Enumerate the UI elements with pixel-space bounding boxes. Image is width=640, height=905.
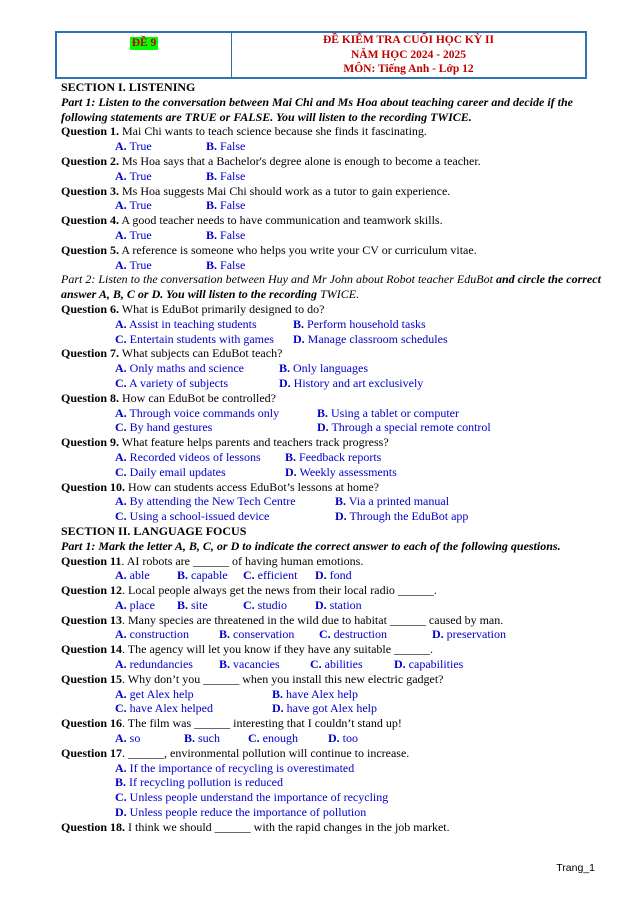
answer-option[interactable] (272, 687, 358, 702)
option-letter: B. (115, 775, 127, 790)
option-letter: C. (115, 509, 127, 524)
answer-option[interactable] (115, 687, 272, 702)
option-letter: D. (317, 420, 329, 435)
question-number: Question 15 (61, 671, 123, 686)
option-text: station (326, 597, 362, 612)
option-letter: B. (206, 168, 218, 183)
option-letter: A. (115, 227, 127, 242)
question-text: Ms Hoa suggests Mai Chi should work as a tutor to gain experience. (119, 183, 451, 198)
question-stem (61, 154, 606, 169)
option-text: Through voice commands only (126, 405, 280, 420)
question-number: Question 8. (61, 390, 120, 405)
option-text: By hand gestures (126, 420, 213, 435)
answer-option[interactable] (317, 406, 459, 421)
answer-option[interactable] (293, 317, 426, 332)
answer-option[interactable] (206, 258, 245, 273)
answer-option[interactable] (115, 509, 335, 524)
answer-option[interactable] (177, 598, 243, 613)
answer-option[interactable] (177, 568, 243, 583)
option-letter: C. (310, 657, 322, 672)
question-stem (61, 302, 606, 317)
option-text: capable (188, 568, 228, 583)
question-stem (61, 480, 606, 495)
question-stem (61, 243, 606, 258)
options-row (61, 139, 606, 154)
answer-option[interactable] (115, 494, 335, 509)
option-letter: D. (335, 509, 347, 524)
options-row (61, 228, 606, 243)
option-text: have Alex helped (126, 701, 213, 716)
question-number: Question 18. (61, 819, 126, 834)
option-text: enough (259, 731, 298, 746)
question-stem (61, 184, 606, 199)
answer-option[interactable] (115, 761, 354, 776)
option-text: False (217, 168, 246, 183)
options-row (61, 361, 606, 376)
part-instruction (61, 272, 606, 302)
answer-option[interactable] (184, 731, 248, 746)
option-text: Manage classroom schedules (304, 331, 448, 346)
answer-option[interactable] (285, 465, 397, 480)
option-text: False (217, 198, 246, 213)
question-text: What is EduBot primarily designed to do? (119, 301, 325, 316)
answer-option[interactable] (317, 420, 491, 435)
question-text: . Why don’t you ______ when you install this new electric gadget? (122, 671, 444, 686)
option-text: False (217, 257, 246, 272)
option-letter: D. (315, 568, 327, 583)
question-stem (61, 820, 606, 835)
question-stem (61, 391, 606, 406)
question-number: Question 13 (61, 612, 123, 627)
option-letter: A. (115, 686, 127, 701)
options-row (61, 376, 606, 391)
answer-option[interactable] (115, 317, 293, 332)
question-number: Question 17 (61, 745, 123, 760)
answer-option[interactable] (432, 627, 506, 642)
answer-option[interactable] (115, 228, 206, 243)
option-letter: C. (115, 420, 127, 435)
question-group (61, 554, 606, 835)
question-number: Question 7. (61, 346, 120, 361)
exam-header-table (55, 31, 587, 79)
option-letter: B. (206, 257, 218, 272)
question-number: Question 4. (61, 213, 120, 228)
option-text: Feedback reports (296, 449, 382, 464)
options-row (61, 657, 606, 672)
option-text: A variety of subjects (126, 375, 228, 390)
options-row (61, 731, 606, 746)
answer-option[interactable] (115, 361, 279, 376)
question-text: Ms Hoa says that a Bachelor's degree alone is enough to become a teacher. (119, 153, 481, 168)
question-number: Question 14 (61, 642, 123, 657)
answer-option[interactable] (315, 598, 362, 613)
question-number: Question 12 (61, 583, 123, 598)
option-text: History and art exclusively (290, 375, 424, 390)
option-letter: B. (206, 227, 218, 242)
option-text: Only languages (290, 361, 368, 376)
answer-option[interactable] (115, 731, 184, 746)
option-text: able (126, 568, 150, 583)
options-row (61, 761, 606, 776)
part-instruction: Part 1: Mark the letter A, B, C, or D to indicate the correct answer to each of the following questions. (61, 538, 561, 553)
options-row (61, 317, 606, 332)
option-text: Unless people understand the importance of recycling (126, 790, 389, 805)
option-letter: A. (115, 760, 127, 775)
option-letter: A. (115, 597, 127, 612)
question-text: What subjects can EduBot teach? (119, 346, 283, 361)
question-stem (61, 346, 606, 361)
answer-option[interactable] (394, 657, 463, 672)
answer-option[interactable] (285, 450, 381, 465)
option-letter: C. (115, 464, 127, 479)
option-text: efficient (254, 568, 298, 583)
option-text: preservation (443, 627, 506, 642)
option-letter: A. (115, 405, 127, 420)
option-letter: D. (432, 627, 444, 642)
option-text: redundancies (126, 657, 193, 672)
option-letter: C. (243, 568, 255, 583)
options-row (61, 509, 606, 524)
question-number: Question 5. (61, 242, 120, 257)
option-letter: D. (394, 657, 406, 672)
question-stem (61, 613, 606, 628)
answer-option[interactable] (335, 494, 449, 509)
option-letter: B. (272, 686, 284, 701)
answer-option[interactable] (115, 198, 206, 213)
option-text: fond (326, 568, 352, 583)
option-letter: C. (248, 731, 260, 746)
answer-option[interactable] (315, 568, 352, 583)
option-text: abilities (321, 657, 363, 672)
option-letter: B. (177, 568, 189, 583)
options-row (61, 568, 606, 583)
question-text: . ______, environmental pollution will continue to increase. (122, 745, 410, 760)
options-row (61, 687, 606, 702)
answer-option[interactable] (115, 701, 272, 716)
answer-option[interactable] (115, 568, 177, 583)
options-row (61, 169, 606, 184)
answer-option[interactable] (115, 627, 219, 642)
option-letter: A. (115, 731, 127, 746)
option-letter: A. (115, 627, 127, 642)
option-letter: B. (184, 731, 196, 746)
option-text: so (126, 731, 141, 746)
option-letter: D. (272, 701, 284, 716)
option-text: place (126, 597, 155, 612)
option-text: If recycling pollution is reduced (126, 775, 283, 790)
question-number: Question 3. (61, 183, 120, 198)
option-letter: A. (115, 316, 127, 331)
question-text: . Many species are threatened in the wild due to habitat ______ caused by man. (122, 612, 504, 627)
option-letter: A. (115, 449, 127, 464)
answer-option[interactable] (319, 627, 432, 642)
part-instruction: Part 1: Listen to the conversation between Mai Chi and Ms Hoa about teaching career and decide if the following statements are TRUE or FALSE. You will listen to the recording TWICE. (61, 94, 573, 124)
answer-option[interactable] (115, 332, 293, 347)
option-letter: C. (115, 701, 127, 716)
question-number: Question 10. (61, 479, 126, 494)
option-letter: D. (279, 375, 291, 390)
question-text: A good teacher needs to have communication and teamwork skills. (119, 213, 443, 228)
option-letter: D. (315, 597, 327, 612)
instruction-text: Part 2: Listen to the conversation between Huy and Mr John about Robot teacher EduBot (61, 272, 496, 287)
answer-option[interactable] (115, 406, 317, 421)
option-text: Using a tablet or computer (328, 405, 459, 420)
option-text: By attending the New Tech Centre (126, 494, 296, 509)
option-text: Unless people reduce the importance of pollution (126, 805, 367, 820)
answer-option[interactable] (115, 775, 283, 790)
option-text: studio (254, 597, 288, 612)
option-text: Weekly assessments (296, 464, 397, 479)
exam-title-cell (232, 33, 585, 77)
question-text: . The film was ______ interesting that I couldn’t stand up! (122, 716, 402, 731)
page-number: Trang_1 (556, 862, 595, 874)
option-text: Through the EduBot app (346, 509, 469, 524)
question-number: Question 6. (61, 301, 120, 316)
answer-option[interactable] (206, 139, 245, 154)
option-text: True (126, 168, 152, 183)
question-stem (61, 716, 606, 731)
answer-option[interactable] (206, 169, 245, 184)
answer-option[interactable] (219, 657, 310, 672)
option-text: False (217, 139, 246, 154)
option-letter: A. (115, 139, 127, 154)
option-text: True (126, 227, 152, 242)
question-number: Question 11 (61, 553, 122, 568)
answer-option[interactable] (279, 376, 423, 391)
answer-option[interactable] (279, 361, 368, 376)
question-text: A reference is someone who helps you write your CV or curriculum vitae. (119, 242, 477, 257)
option-letter: B. (177, 597, 189, 612)
question-text: . The agency will let you know if they have any suitable ______. (122, 642, 434, 657)
question-text: . AI robots are ______ of having human emotions. (121, 553, 364, 568)
options-row (61, 494, 606, 509)
question-stem (61, 435, 606, 450)
option-text: Daily email updates (126, 464, 226, 479)
option-text: If the importance of recycling is overestimated (126, 760, 355, 775)
answer-option[interactable] (293, 332, 448, 347)
answer-option[interactable] (115, 450, 285, 465)
option-letter: B. (279, 361, 291, 376)
instruction-text-bold: and circle the correct answer A, B, C or D. You will listen to the recording (61, 272, 601, 302)
option-text: too (339, 731, 359, 746)
answer-option[interactable] (335, 509, 468, 524)
options-row (61, 450, 606, 465)
question-stem (61, 746, 606, 761)
option-letter: D. (115, 805, 127, 820)
option-text: True (126, 257, 152, 272)
option-text: conservation (230, 627, 295, 642)
question-text: How can EduBot be controlled? (119, 390, 276, 405)
question-stem (61, 583, 606, 598)
option-text: False (217, 227, 246, 242)
option-text: site (188, 597, 208, 612)
option-letter: B. (285, 449, 297, 464)
option-text: Only maths and science (126, 361, 244, 376)
option-letter: A. (115, 657, 127, 672)
option-text: Through a special remote control (328, 420, 491, 435)
answer-option[interactable] (243, 568, 315, 583)
option-text: Recorded videos of lessons (126, 449, 261, 464)
answer-option[interactable] (115, 657, 219, 672)
school-year: NĂM HỌC 2024 - 2025 (351, 48, 466, 61)
options-row (61, 701, 606, 716)
question-stem (61, 213, 606, 228)
options-row (61, 627, 606, 642)
answer-option[interactable] (115, 420, 317, 435)
exam-code-cell (57, 33, 232, 77)
option-text: Assist in teaching students (126, 316, 257, 331)
options-row (61, 332, 606, 347)
option-letter: A. (115, 257, 127, 272)
options-row (61, 598, 606, 613)
answer-option[interactable] (115, 139, 206, 154)
answer-option[interactable] (115, 258, 206, 273)
question-text: How can students access EduBot’s lessons at home? (125, 479, 379, 494)
option-text: True (126, 139, 152, 154)
options-row (61, 198, 606, 213)
option-letter: B. (335, 494, 347, 509)
answer-option[interactable] (310, 657, 394, 672)
question-text: . Local people always get the news from their local radio ______. (122, 583, 437, 598)
option-letter: A. (115, 361, 127, 376)
section-title: SECTION II. LANGUAGE FOCUS (61, 523, 247, 538)
option-text: such (195, 731, 221, 746)
options-row (61, 790, 606, 805)
option-letter: C. (115, 790, 127, 805)
answer-option[interactable] (115, 790, 388, 805)
question-group (61, 302, 606, 524)
option-letter: B. (219, 627, 231, 642)
answer-option[interactable] (115, 169, 206, 184)
instruction-text: TWICE. (320, 287, 360, 302)
option-text: True (126, 198, 152, 213)
exam-code: ĐỀ 9 (131, 37, 157, 49)
option-letter: D. (328, 731, 340, 746)
question-stem (61, 642, 606, 657)
option-text: destruction (330, 627, 387, 642)
option-text: get Alex help (126, 686, 194, 701)
question-stem (61, 124, 606, 139)
answer-option[interactable] (219, 627, 319, 642)
option-letter: A. (115, 568, 127, 583)
option-letter: A. (115, 168, 127, 183)
option-letter: C. (115, 331, 127, 346)
section-title: SECTION I. LISTENING (61, 80, 196, 94)
question-number: Question 9. (61, 435, 120, 450)
options-row (61, 775, 606, 790)
option-text: have got Alex help (283, 701, 377, 716)
options-row (61, 465, 606, 480)
options-row (61, 406, 606, 421)
answer-option[interactable] (115, 465, 285, 480)
question-number: Question 2. (61, 153, 120, 168)
answer-option[interactable] (272, 701, 377, 716)
answer-option[interactable] (206, 228, 245, 243)
option-text: Using a school-issued device (126, 509, 270, 524)
question-text: What feature helps parents and teachers track progress? (119, 435, 389, 450)
option-letter: C. (319, 627, 331, 642)
options-row (61, 805, 606, 820)
answer-option[interactable] (115, 805, 366, 820)
option-text: capabilities (405, 657, 464, 672)
answer-option[interactable] (115, 376, 279, 391)
answer-option[interactable] (206, 198, 245, 213)
question-stem (61, 672, 606, 687)
question-group (61, 124, 606, 272)
question-number: Question 1. (61, 124, 120, 139)
option-letter: A. (115, 198, 127, 213)
option-letter: D. (285, 464, 297, 479)
option-letter: B. (219, 657, 231, 672)
answer-option[interactable] (248, 731, 328, 746)
answer-option[interactable] (328, 731, 358, 746)
options-row (61, 258, 606, 273)
answer-option[interactable] (243, 598, 315, 613)
option-letter: B. (206, 198, 218, 213)
option-letter: C. (115, 375, 127, 390)
option-text: construction (126, 627, 189, 642)
question-number: Question 16 (61, 716, 123, 731)
exam-content (61, 80, 606, 835)
answer-option[interactable] (115, 598, 177, 613)
question-text: Mai Chi wants to teach science because she finds it fascinating. (119, 124, 427, 139)
option-letter: D. (293, 331, 305, 346)
question-text: I think we should ______ with the rapid changes in the job market. (125, 819, 450, 834)
option-text: vacancies (230, 657, 280, 672)
option-text: Via a printed manual (346, 494, 450, 509)
option-text: Entertain students with games (126, 331, 274, 346)
question-stem (61, 554, 606, 569)
subject-line: MÔN: Tiếng Anh - Lớp 12 (343, 63, 474, 75)
options-row (61, 420, 606, 435)
option-text: Perform household tasks (304, 316, 426, 331)
option-letter: A. (115, 494, 127, 509)
option-letter: B. (317, 405, 329, 420)
option-letter: C. (243, 597, 255, 612)
option-letter: B. (293, 316, 305, 331)
exam-title: ĐỀ KIỂM TRA CUỐI HỌC KỲ II (322, 34, 495, 46)
option-letter: B. (206, 139, 218, 154)
option-text: have Alex help (283, 686, 358, 701)
